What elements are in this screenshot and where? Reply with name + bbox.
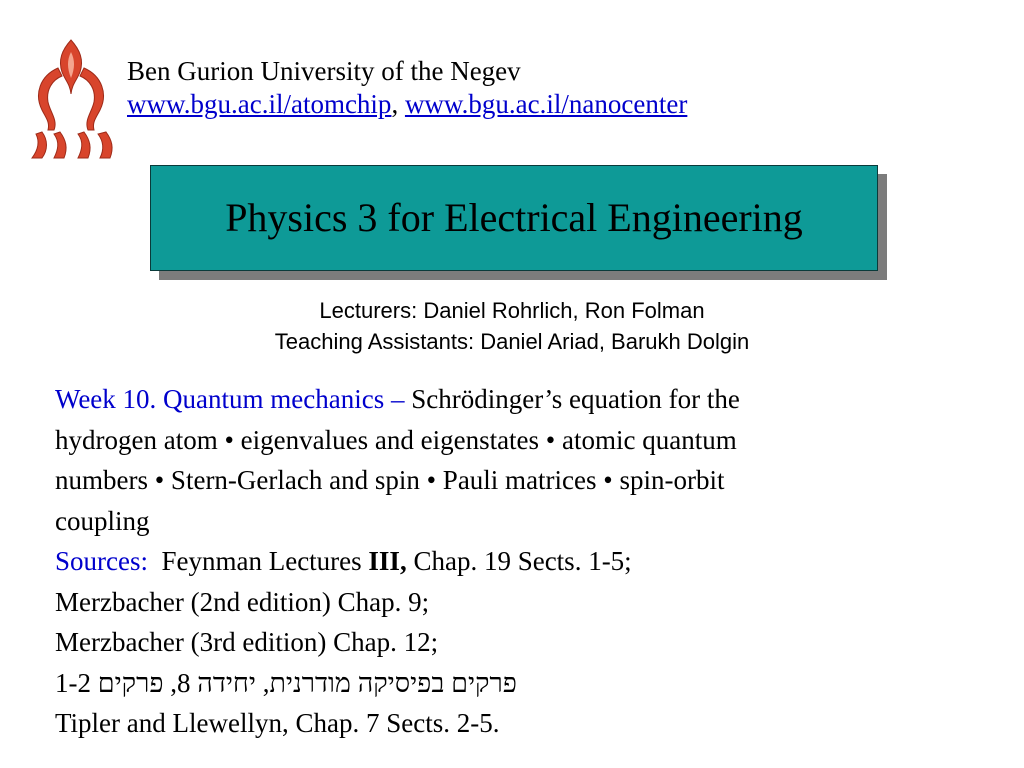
feynman-pre: Feynman Lectures: [147, 546, 369, 576]
syllabus-body: [55, 379, 985, 744]
week-topic-1: Schrödinger’s equation for the: [404, 384, 740, 414]
week-line-1: [55, 379, 985, 420]
assistants-line: Teaching Assistants: Daniel Ariad, Barukh Dolgin: [274, 329, 750, 354]
staff-block: [0, 295, 1024, 357]
university-name: Ben Gurion University of the Negev: [127, 56, 521, 86]
title-box: [150, 165, 878, 271]
link-separator: ,: [391, 89, 399, 119]
sources-line: [55, 541, 985, 582]
nanocenter-link[interactable]: www.bgu.ac.il/nanocenter: [404, 89, 688, 119]
feynman-volume: III,: [368, 546, 407, 576]
week-heading: Week 10. Quantum mechanics –: [55, 384, 405, 414]
merzbacher-2nd: Merzbacher (2nd edition) Chap. 9;: [55, 586, 430, 617]
header: [127, 55, 687, 121]
lecturers-line: Lecturers: Daniel Rohrlich, Ron Folman: [319, 298, 705, 323]
sources-label: Sources:: [55, 546, 148, 576]
merzbacher-3rd: Merzbacher (3rd edition) Chap. 12;: [55, 627, 439, 657]
bgu-flame-logo-icon: [28, 38, 114, 160]
week-line-3: numbers • Stern-Gerlach and spin • Pauli matrices • spin-orbit: [55, 465, 725, 495]
week-line-4: coupling: [55, 505, 150, 536]
page-title: Physics 3 for Electrical Engineering: [225, 195, 803, 240]
hebrew-source: [55, 663, 985, 704]
hebrew-source-text: פרקים בפיסיקה מודרנית, יחידה 8, פרקים: [97, 667, 517, 698]
atomchip-link[interactable]: www.bgu.ac.il/atomchip: [127, 89, 392, 119]
tipler-source: Tipler and Llewellyn, Chap. 7 Sects. 2-5.: [55, 708, 500, 738]
hebrew-chapters-number: 1-2: [55, 667, 91, 698]
week-line-2: hydrogen atom • eigenvalues and eigenstates • atomic quantum: [55, 424, 737, 455]
header-links: [127, 88, 687, 121]
feynman-post: Chap. 19 Sects. 1-5;: [406, 546, 632, 576]
